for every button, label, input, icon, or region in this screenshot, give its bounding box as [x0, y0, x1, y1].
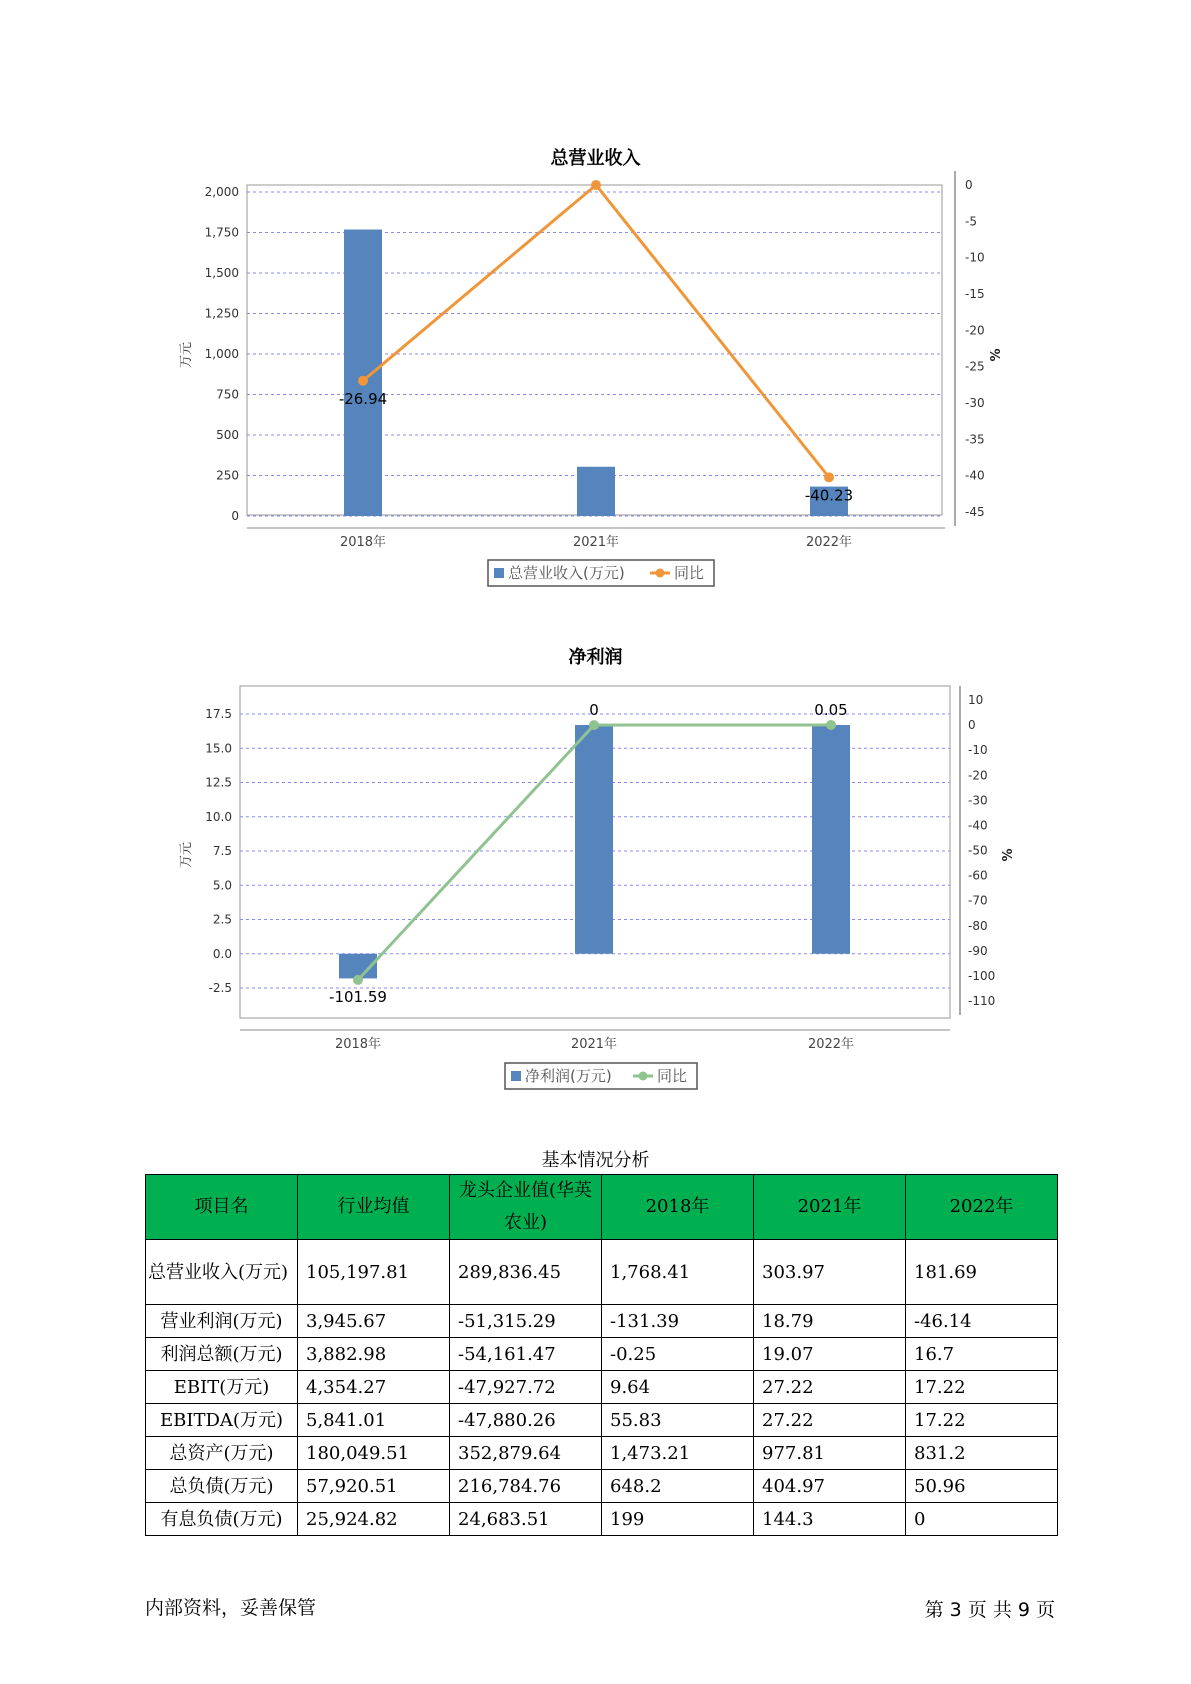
table-cell: -131.39 — [602, 1305, 754, 1338]
table-cell: 50.96 — [906, 1470, 1058, 1503]
right-tick-label: -30 — [965, 396, 985, 410]
left-tick-label: 1,250 — [204, 306, 239, 321]
row-label: 总资产(万元) — [146, 1437, 298, 1470]
table-row — [146, 1437, 1058, 1470]
table-header-row — [146, 1175, 1058, 1240]
right-axis-label: % — [1001, 848, 1016, 862]
table-row — [146, 1470, 1058, 1503]
table-cell: 9.64 — [602, 1371, 754, 1404]
table-cell: 181.69 — [906, 1240, 1058, 1305]
left-tick-label: -2.5 — [208, 981, 232, 995]
left-tick-label: 250 — [216, 468, 239, 483]
right-tick-label: -45 — [965, 505, 985, 519]
footer-confidential-note: 内部资料，妥善保管 — [145, 1597, 317, 1619]
right-tick-label: -10 — [968, 743, 988, 758]
left-tick-label: 750 — [216, 387, 239, 402]
table-cell: 4,354.27 — [298, 1371, 450, 1404]
table-cell: 216,784.76 — [450, 1470, 602, 1503]
legend-line-label: 同比 — [674, 564, 705, 582]
table-cell: 977.81 — [754, 1437, 906, 1470]
category-label: 2021年 — [572, 535, 620, 550]
right-tick-label: -20 — [968, 768, 988, 783]
legend-bar-swatch — [511, 1071, 521, 1081]
category-label: 2022年 — [805, 535, 853, 550]
table-cell: 19.07 — [754, 1338, 906, 1371]
table-cell: 199 — [602, 1503, 754, 1536]
table-cell: 3,945.67 — [298, 1305, 450, 1338]
header-cell: 行业均值 — [298, 1175, 450, 1240]
table-cell: 831.2 — [906, 1437, 1058, 1470]
header-cell: 2018年 — [602, 1175, 754, 1240]
table-row — [146, 1371, 1058, 1404]
table-cell: 404.97 — [754, 1470, 906, 1503]
left-tick-label: 15.0 — [205, 741, 232, 756]
right-tick-label: -70 — [968, 893, 988, 908]
table-cell: -47,880.26 — [450, 1404, 602, 1437]
table-cell: 352,879.64 — [450, 1437, 602, 1470]
left-tick-label: 1,000 — [204, 347, 239, 361]
header-cell: 2022年 — [906, 1175, 1058, 1240]
chart-2-title: 净利润 — [568, 647, 623, 668]
left-tick-label: 17.5 — [205, 707, 232, 721]
left-axis-label: 万元 — [179, 341, 194, 369]
table-row — [146, 1305, 1058, 1338]
right-tick-label: 0 — [965, 178, 973, 192]
table-cell: 24,683.51 — [450, 1503, 602, 1536]
yoy-point — [353, 975, 363, 985]
data-label: -101.59 — [329, 987, 387, 1006]
left-tick-label: 0 — [231, 509, 239, 523]
table-row — [146, 1503, 1058, 1536]
table-cell: 144.3 — [754, 1503, 906, 1536]
right-tick-label: -15 — [965, 287, 985, 301]
table-cell: 648.2 — [602, 1470, 754, 1503]
table-cell: -0.25 — [602, 1338, 754, 1371]
header-cell: 龙头企业值(华英农业) — [450, 1175, 602, 1240]
right-tick-label: -110 — [968, 994, 996, 1008]
right-axis-label: % — [989, 348, 1004, 362]
table-cell: 289,836.45 — [450, 1240, 602, 1305]
table-cell: 18.79 — [754, 1305, 906, 1338]
right-tick-label: -100 — [968, 968, 996, 983]
table-cell: -54,161.47 — [450, 1338, 602, 1371]
bar — [575, 725, 613, 954]
table-cell: -47,927.72 — [450, 1371, 602, 1404]
table-cell: 17.22 — [906, 1404, 1058, 1437]
right-tick-label: -25 — [965, 359, 985, 374]
left-tick-label: 2,000 — [204, 185, 239, 199]
row-label: 有息负债(万元) — [146, 1503, 298, 1536]
category-label: 2018年 — [339, 535, 387, 550]
left-tick-label: 7.5 — [212, 844, 232, 858]
right-tick-label: -40 — [968, 818, 988, 833]
right-tick-label: -5 — [965, 214, 977, 229]
table-cell: 17.22 — [906, 1371, 1058, 1404]
left-tick-label: 12.5 — [205, 775, 232, 790]
table-row — [146, 1404, 1058, 1437]
left-tick-label: 1,750 — [204, 225, 239, 240]
row-label: EBITDA(万元) — [146, 1404, 298, 1437]
right-tick-label: -20 — [965, 323, 985, 338]
table-cell: 25,924.82 — [298, 1503, 450, 1536]
table-cell: 5,841.01 — [298, 1404, 450, 1437]
yoy-point — [826, 720, 836, 730]
table-cell: 57,920.51 — [298, 1470, 450, 1503]
right-tick-label: 10 — [968, 693, 984, 707]
left-axis-label: 万元 — [179, 841, 194, 869]
data-label: 0.05 — [814, 700, 848, 719]
right-tick-label: 0 — [968, 718, 976, 733]
basic-analysis-table — [145, 1174, 1058, 1536]
right-tick-label: -50 — [968, 843, 988, 858]
left-tick-label: 1,500 — [204, 266, 239, 280]
table-cell: 55.83 — [602, 1404, 754, 1437]
table-cell: 180,049.51 — [298, 1437, 450, 1470]
table-cell: 3,882.98 — [298, 1338, 450, 1371]
right-tick-label: -30 — [968, 793, 988, 808]
table-cell: -51,315.29 — [450, 1305, 602, 1338]
category-label: 2021年 — [570, 1037, 618, 1052]
row-label: 总负债(万元) — [146, 1470, 298, 1503]
category-label: 2022年 — [807, 1037, 855, 1052]
left-tick-label: 2.5 — [212, 912, 232, 927]
legend-bar-label: 总营业收入(万元) — [508, 564, 625, 582]
table-cell: 105,197.81 — [298, 1240, 450, 1305]
chart-1-title: 总营业收入 — [550, 148, 641, 169]
table-cell: 16.7 — [906, 1338, 1058, 1371]
table-cell: 1,768.41 — [602, 1240, 754, 1305]
data-label: -26.94 — [338, 389, 388, 408]
row-label: 总营业收入(万元) — [146, 1240, 298, 1305]
table-row — [146, 1338, 1058, 1371]
table-cell: -46.14 — [906, 1305, 1058, 1338]
legend-bar-label: 净利润(万元) — [525, 1067, 612, 1085]
table-cell: 1,473.21 — [602, 1437, 754, 1470]
right-tick-label: -35 — [965, 432, 985, 447]
right-tick-label: -10 — [965, 250, 985, 265]
right-tick-label: -80 — [968, 918, 988, 933]
table-cell: 27.22 — [754, 1371, 906, 1404]
left-tick-label: 5.0 — [212, 878, 232, 893]
table-cell: 27.22 — [754, 1404, 906, 1437]
row-label: 利润总额(万元) — [146, 1338, 298, 1371]
right-tick-label: -90 — [968, 943, 988, 958]
yoy-point — [589, 720, 599, 730]
table-row — [146, 1240, 1058, 1305]
row-label: 营业利润(万元) — [146, 1305, 298, 1338]
footer-page-number: 第 3 页 共 9 页 — [924, 1599, 1055, 1621]
table-title: 基本情况分析 — [541, 1150, 650, 1171]
header-cell: 项目名 — [146, 1175, 298, 1240]
table-cell: 0 — [906, 1503, 1058, 1536]
row-label: EBIT(万元) — [146, 1371, 298, 1404]
table-cell: 303.97 — [754, 1240, 906, 1305]
right-tick-label: -40 — [965, 468, 985, 483]
right-tick-label: -60 — [968, 868, 988, 883]
bar — [812, 725, 850, 954]
header-cell: 2021年 — [754, 1175, 906, 1240]
left-tick-label: 0.0 — [212, 946, 232, 961]
legend-line-label: 同比 — [657, 1067, 688, 1085]
left-tick-label: 500 — [216, 428, 239, 442]
left-tick-label: 10.0 — [205, 809, 232, 824]
legend-line-marker — [639, 1072, 648, 1081]
data-label: 0 — [589, 701, 599, 720]
data-label: -40.23 — [804, 486, 854, 505]
category-label: 2018年 — [334, 1037, 382, 1052]
